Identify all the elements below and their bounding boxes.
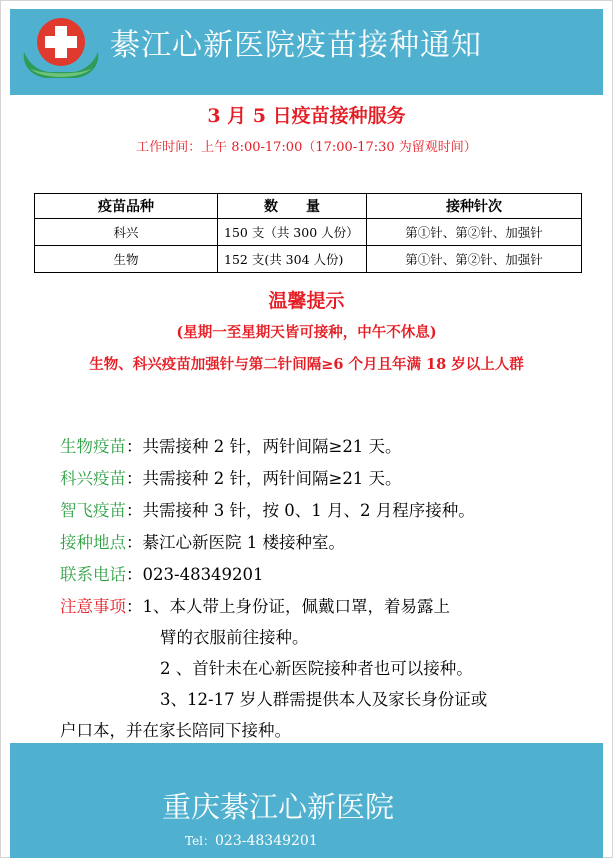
table-cell: 第①针、第②针、加强针	[367, 246, 582, 273]
table-cell: 150 支（共 300 人份）	[218, 219, 367, 246]
header-banner	[10, 9, 603, 95]
footer-hospital-name: 重庆綦江心新医院	[162, 790, 395, 824]
table-cell: 科兴	[35, 219, 218, 246]
tips-line: (星期一至星期天皆可接种，中午不休息)	[176, 324, 437, 341]
info-text: ：共需接种 3 针，按 0、1 月、2 月程序接种。	[126, 501, 475, 520]
notes-text: ：1、本人带上身份证，佩戴口罩，着易露上	[126, 597, 450, 616]
header-title: 綦江心新医院疫苗接种通知	[110, 28, 482, 63]
tips-line: 生物、科兴疫苗加强针与第二针间隔≥6 个月且年满 18 岁以上人群	[89, 356, 524, 373]
info-label: 接种地点	[60, 533, 126, 552]
notes-text: 3、12-17 岁人群需提供本人及家长身份证或	[160, 690, 488, 709]
notes-text: 臂的衣服前往接种。	[160, 628, 309, 647]
table-header-row	[35, 194, 582, 219]
table-cell: 第①针、第②针、加强针	[367, 219, 582, 246]
table-header-cell: 数 量	[218, 194, 367, 219]
footer-tel-label: Tel：	[185, 834, 216, 848]
hospital-logo-icon	[20, 12, 102, 84]
info-text: ：023-48349201	[126, 565, 264, 584]
info-line	[60, 529, 345, 553]
info-text: ：共需接种 2 针，两针间隔≥21 天。	[126, 437, 402, 456]
service-title: 3 月 5 日疫苗接种服务	[207, 105, 406, 127]
info-line	[60, 497, 475, 521]
notes-line	[60, 593, 450, 617]
notes-text: 2 、首针未在心新医院接种者也可以接种。	[160, 659, 473, 678]
footer-tel-number: 023-48349201	[215, 833, 318, 849]
info-line	[60, 433, 402, 457]
notes-text: 户口本，并在家长陪同下接种。	[60, 721, 291, 740]
table-header-cell: 疫苗品种	[35, 194, 218, 219]
info-line	[60, 465, 402, 489]
footer-banner	[10, 743, 603, 858]
info-label: 生物疫苗	[60, 437, 126, 456]
table-cell: 152 支(共 304 人份)	[218, 246, 367, 273]
info-label: 智飞疫苗	[60, 501, 126, 520]
table-row	[35, 246, 582, 273]
info-label: 联系电话	[60, 565, 126, 584]
work-time: 工作时间：上午 8:00-17:00（17:00-17:30 为留观时间）	[136, 140, 477, 155]
notes-label: 注意事项	[60, 597, 126, 616]
table-row	[35, 219, 582, 246]
vaccine-table	[34, 193, 582, 273]
info-label: 科兴疫苗	[60, 469, 126, 488]
info-text: ：共需接种 2 针，两针间隔≥21 天。	[126, 469, 402, 488]
table-cell: 生物	[35, 246, 218, 273]
footer-tel	[185, 832, 318, 849]
table-header-cell: 接种针次	[367, 194, 582, 219]
tips-title: 温馨提示	[268, 290, 345, 312]
info-text: ：綦江心新医院 1 楼接种室。	[126, 533, 345, 552]
info-line	[60, 561, 264, 585]
